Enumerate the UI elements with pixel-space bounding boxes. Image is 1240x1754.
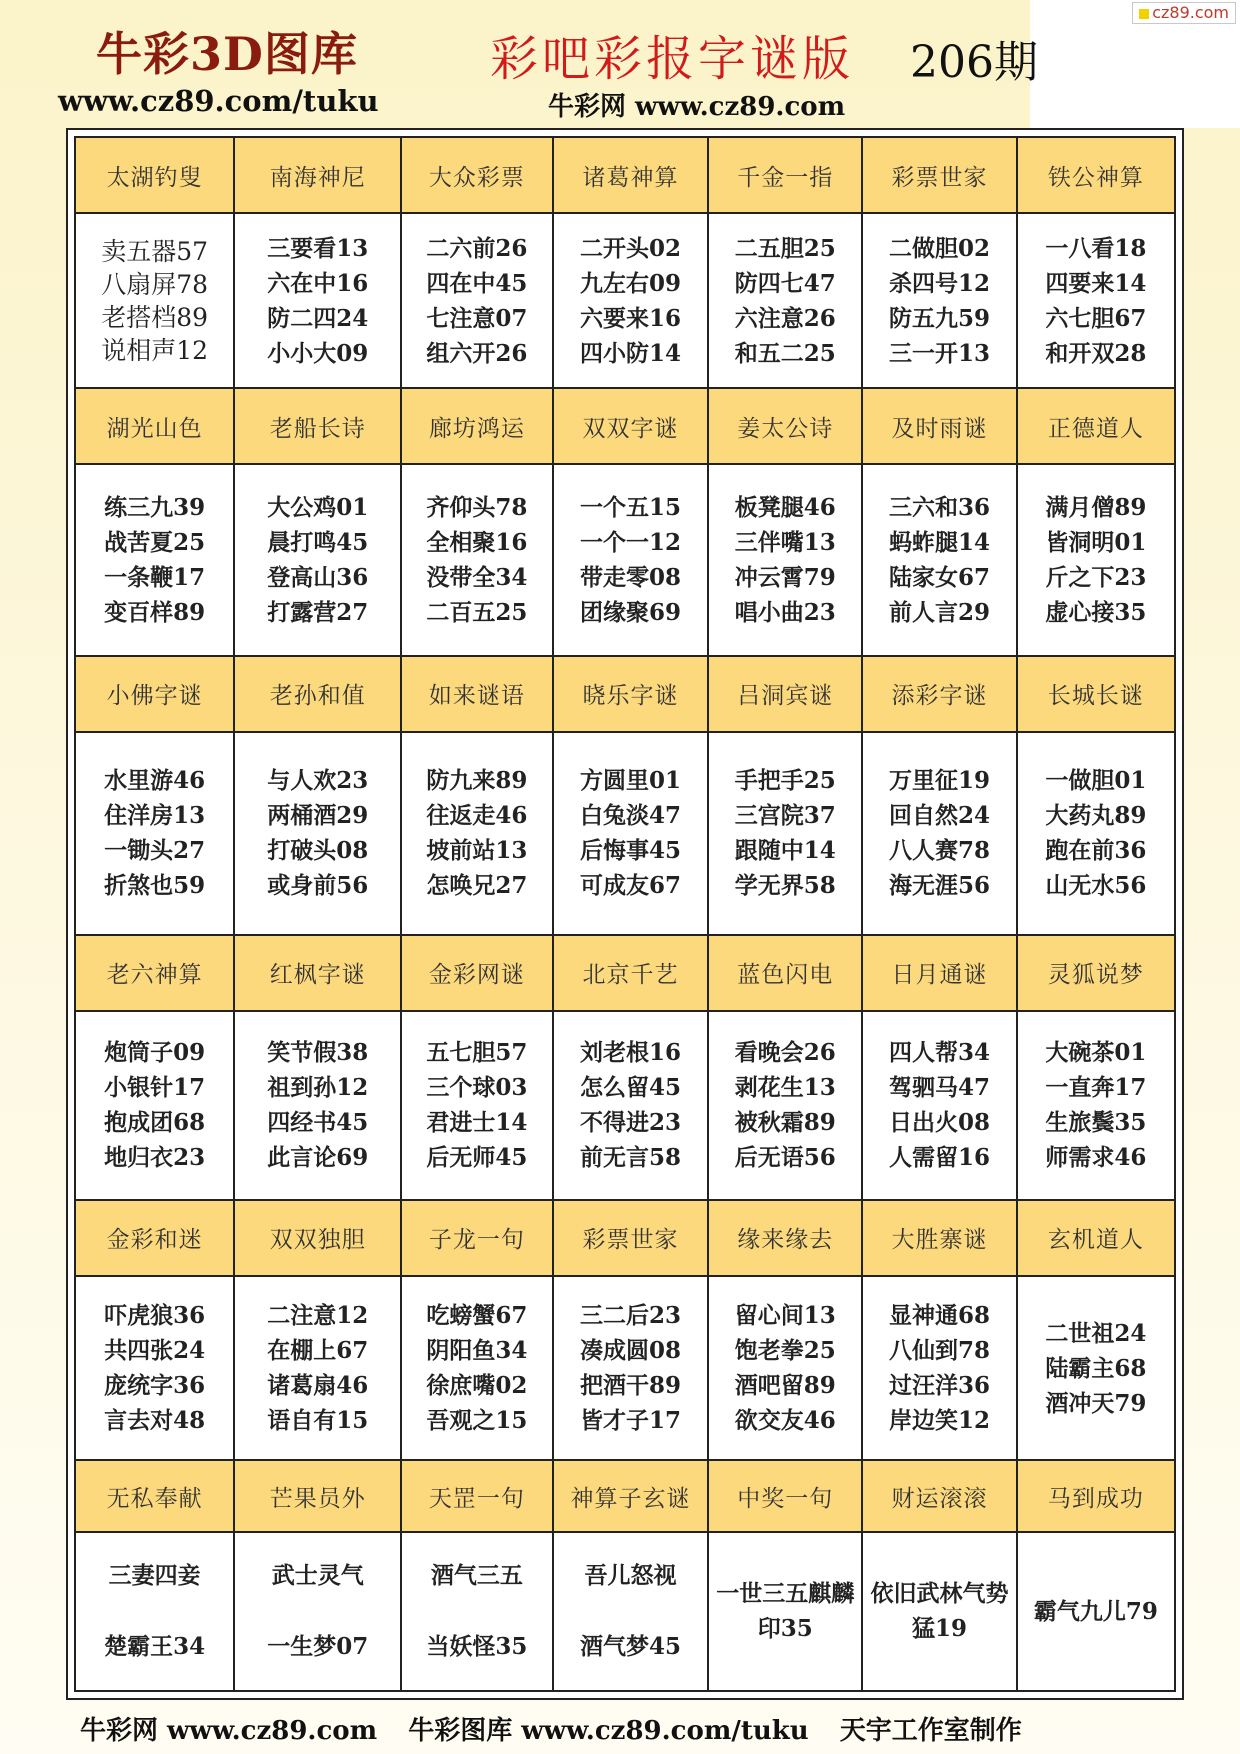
puzzle-cell xyxy=(234,732,401,935)
puzzle-line: 怎么留45 xyxy=(580,1074,682,1102)
puzzle-cell xyxy=(75,1532,234,1691)
column-header: 天罡一句 xyxy=(401,1460,552,1531)
column-header: 马到成功 xyxy=(1017,1460,1175,1531)
stamp-text: cz89.com xyxy=(1152,3,1229,22)
brand-title: 牛彩3D图库 xyxy=(96,27,358,81)
puzzle-line: 吾观之15 xyxy=(426,1407,528,1435)
column-header: 铁公神算 xyxy=(1017,137,1175,213)
puzzle-cell xyxy=(553,1276,709,1460)
puzzle-cell xyxy=(862,732,1017,935)
puzzle-line: 徐庶嘴02 xyxy=(426,1372,528,1400)
puzzle-cell xyxy=(234,213,401,388)
puzzle-cell xyxy=(862,213,1017,388)
puzzle-line: 和五二25 xyxy=(734,339,836,367)
puzzle-line: 祖到孙12 xyxy=(267,1074,369,1102)
puzzle-line: 五七胆57 xyxy=(426,1039,528,1067)
puzzle-line: 一世三五麒麟印35 xyxy=(716,1580,855,1643)
puzzle-line: 防二四24 xyxy=(267,304,369,332)
puzzle-line: 陆家女67 xyxy=(888,564,990,592)
column-header: 双双字谜 xyxy=(553,388,709,464)
puzzle-line: 四要来14 xyxy=(1045,269,1147,297)
column-header: 吕洞宾谜 xyxy=(708,656,862,732)
column-header: 子龙一句 xyxy=(401,1200,552,1276)
puzzle-line: 酒气三五 xyxy=(430,1562,523,1590)
puzzle-line: 四人帮34 xyxy=(888,1039,990,1067)
content-row xyxy=(75,1276,1175,1460)
puzzle-line: 二世祖24 xyxy=(1045,1319,1147,1347)
puzzle-cell xyxy=(401,732,552,935)
puzzle-line: 或身前56 xyxy=(267,872,369,900)
puzzle-line: 三个球03 xyxy=(426,1074,528,1102)
puzzle-cell xyxy=(1017,1011,1175,1200)
puzzle-line: 酒冲天79 xyxy=(1045,1389,1147,1417)
footer-maker: 天宇工作室制作 xyxy=(839,1716,1022,1746)
puzzle-line: 晨打鸣45 xyxy=(267,529,369,557)
puzzle-cell xyxy=(75,1276,234,1460)
puzzle-line: 此言论69 xyxy=(267,1144,369,1172)
puzzle-cell xyxy=(1017,213,1175,388)
puzzle-line: 诸葛扇46 xyxy=(267,1372,369,1400)
puzzle-line: 小银针17 xyxy=(104,1074,206,1102)
puzzle-line: 练三九39 xyxy=(104,494,206,522)
puzzle-line: 满月僧89 xyxy=(1045,494,1147,522)
puzzle-line: 欲交友46 xyxy=(734,1407,836,1435)
puzzle-line: 手把手25 xyxy=(734,767,836,795)
puzzle-line: 与人欢23 xyxy=(267,767,369,795)
puzzle-cell xyxy=(401,213,552,388)
column-header: 大众彩票 xyxy=(401,137,552,213)
puzzle-line: 一锄头27 xyxy=(104,837,206,865)
puzzle-line: 没带全34 xyxy=(426,564,528,592)
puzzle-cell xyxy=(708,1276,862,1460)
puzzle-line: 剥花生13 xyxy=(734,1074,836,1102)
puzzle-cell xyxy=(1017,1276,1175,1460)
puzzle-line: 登高山36 xyxy=(267,564,369,592)
puzzle-line: 一个一12 xyxy=(580,529,682,557)
puzzle-line: 六要来16 xyxy=(580,304,682,332)
puzzle-line: 三二后23 xyxy=(580,1302,682,1330)
column-header: 大胜寨谜 xyxy=(862,1200,1017,1276)
column-header: 灵狐说梦 xyxy=(1017,935,1175,1011)
puzzle-line: 四小防14 xyxy=(580,339,682,367)
column-header: 老孙和值 xyxy=(234,656,401,732)
puzzle-line: 冲云霄79 xyxy=(734,564,836,592)
puzzle-line: 抱成团68 xyxy=(104,1109,206,1137)
puzzle-line: 八仙到78 xyxy=(888,1337,990,1365)
puzzle-line: 大公鸡01 xyxy=(267,494,369,522)
header-row xyxy=(75,1460,1175,1531)
puzzle-line: 留心间13 xyxy=(734,1302,836,1330)
puzzle-line: 方圆里01 xyxy=(580,767,682,795)
puzzle-cell xyxy=(708,213,862,388)
column-header: 财运滚滚 xyxy=(862,1460,1017,1531)
puzzle-line: 跟随中14 xyxy=(734,837,836,865)
puzzle-line: 卖五器57 xyxy=(101,236,208,266)
column-header: 如来谜语 xyxy=(401,656,552,732)
column-header: 彩票世家 xyxy=(553,1200,709,1276)
watermark-area xyxy=(1030,0,1240,128)
puzzle-line: 前人言29 xyxy=(888,599,990,627)
puzzle-line: 九左右09 xyxy=(580,269,682,297)
puzzle-line: 楚霸王34 xyxy=(104,1633,206,1661)
puzzle-line: 团缘聚69 xyxy=(580,599,682,627)
puzzle-line: 二注意12 xyxy=(267,1302,369,1330)
puzzle-line: 跑在前36 xyxy=(1045,837,1147,865)
puzzle-line: 生旅鬓35 xyxy=(1045,1109,1147,1137)
header-row xyxy=(75,1200,1175,1276)
puzzle-cell xyxy=(708,732,862,935)
puzzle-line: 打破头08 xyxy=(267,837,369,865)
puzzle-line: 齐仰头78 xyxy=(426,494,528,522)
header-row xyxy=(75,388,1175,464)
puzzle-cell xyxy=(75,1011,234,1200)
puzzle-line: 可成友67 xyxy=(580,872,682,900)
puzzle-line: 回自然24 xyxy=(888,802,990,830)
content-row xyxy=(75,213,1175,388)
puzzle-cell xyxy=(401,464,552,655)
puzzle-line: 酒气梦45 xyxy=(580,1633,682,1661)
puzzle-line: 两桶酒29 xyxy=(267,802,369,830)
footer-site[interactable]: 牛彩网 www.cz89.com xyxy=(80,1716,378,1746)
puzzle-line: 当妖怪35 xyxy=(426,1633,528,1661)
puzzle-line: 打露营27 xyxy=(267,599,369,627)
puzzle-line: 万里征19 xyxy=(888,767,990,795)
content-row xyxy=(75,1532,1175,1691)
puzzle-cell xyxy=(553,732,709,935)
column-header: 蓝色闪电 xyxy=(708,935,862,1011)
puzzle-line: 水里游46 xyxy=(104,767,206,795)
puzzle-line: 吾儿怒视 xyxy=(584,1562,677,1590)
stamp-dot-icon xyxy=(1139,9,1149,19)
puzzle-line: 一个五15 xyxy=(580,494,682,522)
puzzle-cell xyxy=(234,1011,401,1200)
column-header: 北京千艺 xyxy=(553,935,709,1011)
puzzle-line: 和开双28 xyxy=(1045,339,1147,367)
puzzle-cell xyxy=(553,464,709,655)
puzzle-line: 全相聚16 xyxy=(426,529,528,557)
puzzle-line: 后悔事45 xyxy=(580,837,682,865)
puzzle-cell xyxy=(75,213,234,388)
puzzle-line: 坡前站13 xyxy=(426,837,528,865)
footer xyxy=(80,1710,1044,1747)
puzzle-cell xyxy=(234,1276,401,1460)
puzzle-line: 庞统字36 xyxy=(104,1372,206,1400)
column-header: 正德道人 xyxy=(1017,388,1175,464)
puzzle-line: 四在中45 xyxy=(426,269,528,297)
puzzle-cell xyxy=(862,1011,1017,1200)
puzzle-line: 武士灵气 xyxy=(271,1562,364,1590)
column-header: 长城长谜 xyxy=(1017,656,1175,732)
puzzle-line: 六注意26 xyxy=(734,304,836,332)
column-header: 双双独胆 xyxy=(234,1200,401,1276)
column-header: 太湖钓叟 xyxy=(75,137,234,213)
puzzle-cell xyxy=(1017,732,1175,935)
puzzle-line: 地归衣23 xyxy=(104,1144,206,1172)
puzzle-cell xyxy=(234,1532,401,1691)
puzzle-line: 凑成圆08 xyxy=(580,1337,682,1365)
puzzle-line: 六在中16 xyxy=(267,269,369,297)
site-url[interactable]: 牛彩网 www.cz89.com xyxy=(548,92,846,122)
puzzle-line: 皆才子17 xyxy=(580,1407,682,1435)
column-header: 老六神算 xyxy=(75,935,234,1011)
footer-tuku[interactable]: 牛彩图库 www.cz89.com/tuku xyxy=(408,1716,809,1746)
column-header: 彩票世家 xyxy=(862,137,1017,213)
puzzle-line: 笑节假38 xyxy=(267,1039,369,1067)
puzzle-line: 蚂蚱腿14 xyxy=(888,529,990,557)
header-row xyxy=(75,935,1175,1011)
column-header: 廊坊鸿运 xyxy=(401,388,552,464)
puzzle-line: 一直奔17 xyxy=(1045,1074,1147,1102)
puzzle-line: 六七胆67 xyxy=(1045,304,1147,332)
puzzle-cell xyxy=(862,1532,1017,1691)
puzzle-line: 防四七47 xyxy=(734,269,836,297)
puzzle-line: 大药丸89 xyxy=(1045,802,1147,830)
puzzle-line: 三六和36 xyxy=(888,494,990,522)
puzzle-line: 炮筒子09 xyxy=(104,1039,206,1067)
puzzle-line: 陆霸主68 xyxy=(1045,1354,1147,1382)
puzzle-line: 带走零08 xyxy=(580,564,682,592)
brand-url[interactable]: www.cz89.com/tuku xyxy=(58,84,379,118)
column-header: 小佛字谜 xyxy=(75,656,234,732)
page-title: 彩吧彩报字谜版 xyxy=(490,31,855,87)
puzzle-line: 二百五25 xyxy=(426,599,528,627)
puzzle-line: 大碗茶01 xyxy=(1045,1039,1147,1067)
puzzle-line: 二五胆25 xyxy=(734,234,836,262)
puzzle-line: 人需留16 xyxy=(888,1144,990,1172)
puzzle-line: 看晚会26 xyxy=(734,1039,836,1067)
puzzle-line: 共四张24 xyxy=(104,1337,206,1365)
column-header: 红枫字谜 xyxy=(234,935,401,1011)
puzzle-line: 阴阳鱼34 xyxy=(426,1337,528,1365)
column-header: 日月通谜 xyxy=(862,935,1017,1011)
puzzle-line: 依旧武林气势猛19 xyxy=(870,1580,1009,1643)
puzzle-line: 一八看18 xyxy=(1045,234,1147,262)
puzzle-line: 日出火08 xyxy=(888,1109,990,1137)
puzzle-cell xyxy=(862,464,1017,655)
puzzle-line: 吓虎狼36 xyxy=(104,1302,206,1330)
puzzle-line: 言去对48 xyxy=(104,1407,206,1435)
column-header: 添彩字谜 xyxy=(862,656,1017,732)
puzzle-line: 把酒干89 xyxy=(580,1372,682,1400)
puzzle-line: 霸气九儿79 xyxy=(1033,1597,1158,1625)
column-header: 金彩网谜 xyxy=(401,935,552,1011)
puzzle-line: 防九来89 xyxy=(426,767,528,795)
puzzle-line: 显神通68 xyxy=(888,1302,990,1330)
puzzle-cell xyxy=(708,1011,862,1200)
content-row xyxy=(75,464,1175,655)
puzzle-line: 一条鞭17 xyxy=(104,564,206,592)
puzzle-line: 酒吧留89 xyxy=(734,1372,836,1400)
puzzle-grid xyxy=(74,136,1176,1692)
puzzle-line: 二开头02 xyxy=(580,234,682,262)
puzzle-line: 三宫院37 xyxy=(734,802,836,830)
puzzle-line: 山无水56 xyxy=(1045,872,1147,900)
column-header: 金彩和迷 xyxy=(75,1200,234,1276)
puzzle-cell xyxy=(553,1011,709,1200)
column-header: 中奖一句 xyxy=(708,1460,862,1531)
puzzle-line: 变百样89 xyxy=(104,599,206,627)
puzzle-line: 语自有15 xyxy=(267,1407,369,1435)
puzzle-cell xyxy=(401,1532,552,1691)
puzzle-line: 刘老根16 xyxy=(580,1039,682,1067)
puzzle-line: 组六开26 xyxy=(426,339,528,367)
puzzle-cell xyxy=(553,1532,709,1691)
puzzle-line: 八扇屏78 xyxy=(101,269,208,299)
column-header: 及时雨谜 xyxy=(862,388,1017,464)
column-header: 千金一指 xyxy=(708,137,862,213)
puzzle-line: 小小大09 xyxy=(267,339,369,367)
puzzle-line: 杀四号12 xyxy=(888,269,990,297)
puzzle-line: 白兔淡47 xyxy=(580,802,682,830)
column-header: 南海神尼 xyxy=(234,137,401,213)
puzzle-grid-frame xyxy=(66,128,1184,1700)
column-header: 神算子玄谜 xyxy=(553,1460,709,1531)
puzzle-line: 海无涯56 xyxy=(888,872,990,900)
puzzle-line: 折煞也59 xyxy=(104,872,206,900)
puzzle-line: 饱老拳25 xyxy=(734,1337,836,1365)
issue-number: 206期 xyxy=(910,37,1038,88)
puzzle-line: 四经书45 xyxy=(267,1109,369,1137)
content-row xyxy=(75,732,1175,935)
puzzle-line: 前无言58 xyxy=(580,1144,682,1172)
puzzle-line: 三伴嘴13 xyxy=(734,529,836,557)
puzzle-line: 一生梦07 xyxy=(267,1633,369,1661)
column-header: 玄机道人 xyxy=(1017,1200,1175,1276)
puzzle-cell xyxy=(1017,1532,1175,1691)
puzzle-line: 老搭档89 xyxy=(101,302,208,332)
header-row xyxy=(75,656,1175,732)
puzzle-line: 二做胆02 xyxy=(888,234,990,262)
puzzle-line: 吃螃蟹67 xyxy=(426,1302,528,1330)
puzzle-cell xyxy=(401,1011,552,1200)
puzzle-line: 被秋霜89 xyxy=(734,1109,836,1137)
column-header: 无私奉献 xyxy=(75,1460,234,1531)
puzzle-line: 八人赛78 xyxy=(888,837,990,865)
puzzle-cell xyxy=(862,1276,1017,1460)
puzzle-line: 师需求46 xyxy=(1045,1144,1147,1172)
column-header: 晓乐字谜 xyxy=(553,656,709,732)
puzzle-line: 二六前26 xyxy=(426,234,528,262)
puzzle-line: 皆洞明01 xyxy=(1045,529,1147,557)
column-header: 诸葛神算 xyxy=(553,137,709,213)
puzzle-line: 过汪洋36 xyxy=(888,1372,990,1400)
puzzle-line: 板凳腿46 xyxy=(734,494,836,522)
puzzle-line: 后无语56 xyxy=(734,1144,836,1172)
puzzle-line: 住洋房13 xyxy=(104,802,206,830)
site-stamp[interactable] xyxy=(1132,2,1236,24)
puzzle-cell xyxy=(708,464,862,655)
puzzle-line: 战苦夏25 xyxy=(104,529,206,557)
puzzle-line: 往返走46 xyxy=(426,802,528,830)
column-header: 老船长诗 xyxy=(234,388,401,464)
puzzle-line: 三妻四妾 xyxy=(108,1562,201,1590)
puzzle-line: 驾驷马47 xyxy=(888,1074,990,1102)
column-header: 湖光山色 xyxy=(75,388,234,464)
header-row xyxy=(75,137,1175,213)
puzzle-line: 唱小曲23 xyxy=(734,599,836,627)
content-row xyxy=(75,1011,1175,1200)
puzzle-line: 怎唤兄27 xyxy=(426,872,528,900)
puzzle-line: 三一开13 xyxy=(888,339,990,367)
puzzle-line: 说相声12 xyxy=(101,335,208,365)
puzzle-line: 君进士14 xyxy=(426,1109,528,1137)
column-header: 姜太公诗 xyxy=(708,388,862,464)
puzzle-cell xyxy=(708,1532,862,1691)
puzzle-line: 在棚上67 xyxy=(267,1337,369,1365)
puzzle-cell xyxy=(1017,464,1175,655)
puzzle-line: 三要看13 xyxy=(267,234,369,262)
column-header: 缘来缘去 xyxy=(708,1200,862,1276)
puzzle-line: 不得进23 xyxy=(580,1109,682,1137)
column-header: 芒果员外 xyxy=(234,1460,401,1531)
puzzle-line: 防五九59 xyxy=(888,304,990,332)
puzzle-line: 后无师45 xyxy=(426,1144,528,1172)
puzzle-cell xyxy=(401,1276,552,1460)
puzzle-cell xyxy=(75,732,234,935)
puzzle-cell xyxy=(553,213,709,388)
puzzle-line: 斤之下23 xyxy=(1045,564,1147,592)
puzzle-line: 七注意07 xyxy=(426,304,528,332)
puzzle-line: 学无界58 xyxy=(734,872,836,900)
puzzle-cell xyxy=(75,464,234,655)
puzzle-line: 一做胆01 xyxy=(1045,767,1147,795)
puzzle-line: 岸边笑12 xyxy=(888,1407,990,1435)
puzzle-cell xyxy=(234,464,401,655)
puzzle-line: 虚心接35 xyxy=(1045,599,1147,627)
